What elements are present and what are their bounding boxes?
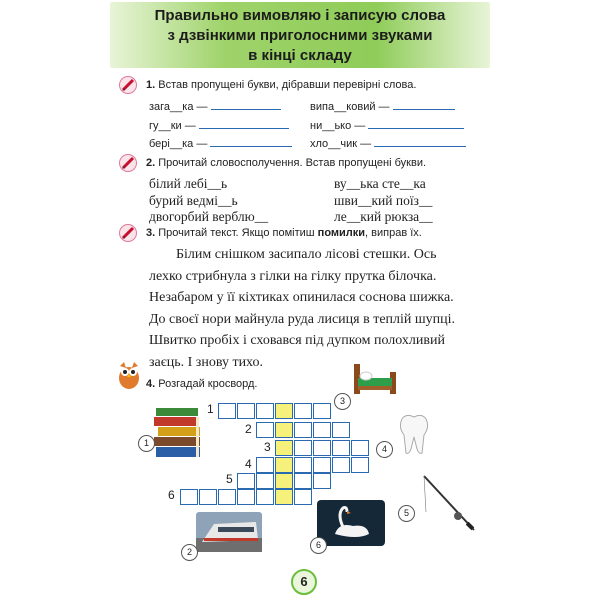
crossword-cell[interactable]: [294, 403, 312, 419]
text-line: Білим снішком засипало лісові стешки. Ось: [176, 247, 437, 262]
pencil-icon: [119, 154, 137, 172]
crossword-cell[interactable]: [351, 440, 369, 456]
crossword-cell[interactable]: [313, 457, 331, 473]
task-2-text: Прочитай словосполучення. Встав пропущені букви.: [158, 157, 427, 169]
task-4-instruction: [146, 378, 258, 390]
task-3-text: [149, 244, 489, 373]
crossword-row-number: 2: [245, 422, 252, 436]
task-1-text: Встав пропущені букви, дібравши перевірні слова.: [158, 79, 417, 91]
task-1-word: ни__ько —: [310, 118, 464, 132]
picture-number-2: 2: [181, 544, 198, 561]
crossword-cell[interactable]: [332, 457, 350, 473]
swan-picture: [317, 500, 385, 546]
fishing-rod-picture: [420, 472, 478, 534]
task-3-instruction: 3. Прочитай текст. Якщо помітиш помилки, виправ їх.: [146, 227, 422, 239]
picture-number-1: 1: [138, 435, 155, 452]
answer-blank[interactable]: [374, 136, 466, 147]
title-line-3: в кінці складу: [248, 47, 352, 64]
crossword-cell[interactable]: [294, 489, 312, 505]
picture-number-3: 3: [334, 393, 351, 410]
text-line: Швитко пробіх і сховався під дупком полохливий: [149, 333, 445, 348]
crossword-key-cell[interactable]: [275, 440, 293, 456]
task-2-number: 2.: [146, 157, 156, 169]
crossword-row-number: 5: [226, 472, 233, 486]
crossword-key-cell[interactable]: [275, 422, 293, 438]
crossword-key-cell[interactable]: [275, 457, 293, 473]
crossword-cell[interactable]: [351, 457, 369, 473]
crossword-cell[interactable]: [237, 403, 255, 419]
crossword-cell[interactable]: [218, 403, 236, 419]
task-1-word: випа__ковий —: [310, 99, 455, 113]
task-1-instruction: [146, 79, 416, 91]
answer-blank[interactable]: [210, 136, 292, 147]
crossword-row-number: 1: [207, 402, 214, 416]
phrase: ву__ька сте__ка: [334, 176, 426, 191]
task-1-word: гу__ки —: [149, 118, 289, 132]
pencil-icon: [119, 76, 137, 94]
crossword-row-number: 3: [264, 440, 271, 454]
phrase: ле__кий рюкза__: [334, 209, 433, 224]
task-3-number: 3.: [146, 227, 156, 239]
text-line: Незабаром у її кіхтиках опинилася соснова шижка.: [149, 290, 454, 305]
crossword-cell[interactable]: [313, 422, 331, 438]
crossword-cell[interactable]: [313, 440, 331, 456]
train-picture: [196, 512, 262, 552]
task-2-instruction: [146, 157, 426, 169]
text-line: лехко стрибнула з гілки на гілку прутка білочка.: [149, 268, 437, 284]
task-1-word: хло__чик —: [310, 136, 466, 150]
crossword-cell[interactable]: [256, 422, 274, 438]
phrase: шви__кий поїз__: [334, 193, 433, 208]
crossword-cell[interactable]: [180, 489, 198, 505]
crossword-cell[interactable]: [237, 473, 255, 489]
crossword-key-cell[interactable]: [275, 473, 293, 489]
crossword-key-cell[interactable]: [275, 489, 293, 505]
crossword-cell[interactable]: [237, 489, 255, 505]
picture-number-4: 4: [376, 441, 393, 458]
crossword-cell[interactable]: [313, 473, 331, 489]
crossword-row-number: 6: [168, 488, 175, 502]
crossword-cell[interactable]: [256, 403, 274, 419]
phrase: бурий ведмі__ь: [149, 193, 238, 208]
crossword-cell[interactable]: [294, 473, 312, 489]
crossword-row-number: 4: [245, 457, 252, 471]
title-line-2: з дзвінкими приголосними звуками: [167, 27, 433, 44]
crossword-key-cell[interactable]: [275, 403, 293, 419]
pencil-icon: [119, 224, 137, 242]
phrase: двогорбий верблю__: [149, 209, 269, 224]
answer-blank[interactable]: [368, 118, 464, 129]
crossword-cell[interactable]: [256, 473, 274, 489]
task-1-word: бері__ка —: [149, 136, 292, 150]
tooth-picture: [398, 413, 430, 455]
task-1-number: 1.: [146, 79, 156, 91]
task-4-number: 4.: [146, 378, 156, 390]
crossword-cell[interactable]: [313, 403, 331, 419]
crossword-cell[interactable]: [199, 489, 217, 505]
answer-blank[interactable]: [393, 99, 455, 110]
crossword-cell[interactable]: [294, 440, 312, 456]
answer-blank[interactable]: [199, 118, 289, 129]
crossword-cell[interactable]: [332, 440, 350, 456]
crossword-cell[interactable]: [294, 457, 312, 473]
task-4-text: Розгадай кросворд.: [158, 378, 258, 390]
books-picture: [152, 404, 204, 462]
crossword-cell[interactable]: [256, 457, 274, 473]
text-line: До своєї нори майнула руда лисиця в теплій шупці.: [149, 311, 456, 327]
crossword-cell[interactable]: [256, 489, 274, 505]
page-number: 6: [291, 569, 317, 595]
title-line-1: Правильно вимовляю і записую слова: [154, 7, 446, 24]
bed-picture: [352, 360, 398, 398]
crossword-cell[interactable]: [332, 422, 350, 438]
owl-icon: [117, 360, 141, 390]
task-3-bold-word: помилки: [317, 227, 366, 239]
answer-blank[interactable]: [211, 99, 281, 110]
crossword-cell[interactable]: [218, 489, 236, 505]
page-title: [110, 6, 490, 66]
task-1-word: зага__ка —: [149, 99, 281, 113]
text-line: заєць. І знову тихо.: [149, 354, 264, 370]
phrase: білий лебі__ь: [149, 176, 228, 191]
picture-number-5: 5: [398, 505, 415, 522]
crossword-cell[interactable]: [294, 422, 312, 438]
picture-number-6: 6: [310, 537, 327, 554]
